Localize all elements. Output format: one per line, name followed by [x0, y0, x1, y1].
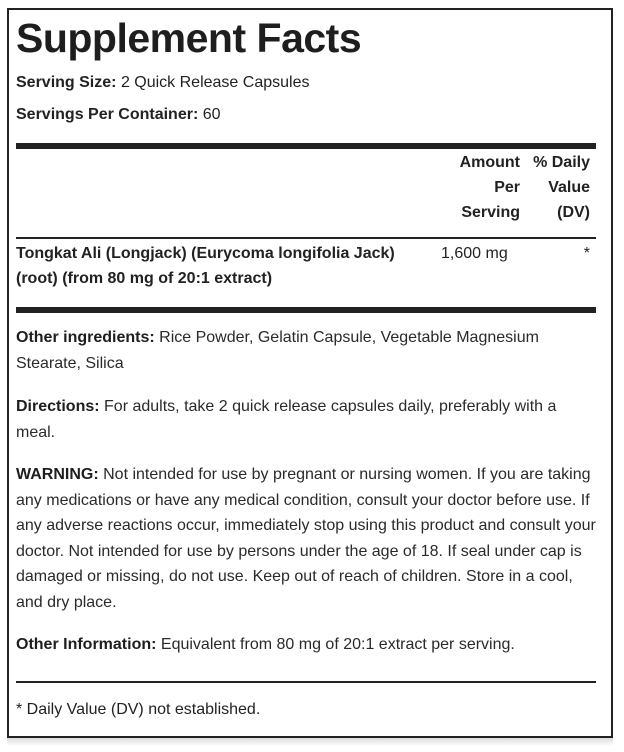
servings-per-container-label: Servings Per Container:: [16, 106, 199, 123]
other-information-text: Equivalent from 80 mg of 20:1 extract per serving.: [160, 636, 515, 653]
warning: [16, 462, 598, 615]
serving-size-row: [16, 73, 309, 93]
other-ingredients-label: Other ingredients:: [16, 329, 155, 346]
ingredient-daily-value: *: [583, 245, 590, 262]
other-information: [16, 632, 598, 658]
panel-shadow: [7, 738, 613, 746]
daily-value-footnote: * Daily Value (DV) not established.: [16, 701, 261, 718]
divider-thick-top: [16, 143, 596, 149]
ingredient-amount: 1,600 mg: [441, 245, 508, 262]
page-title: Supplement Facts: [16, 15, 362, 61]
divider-thick-middle: [16, 307, 596, 313]
header-amount-per-serving: Amount Per Serving: [459, 154, 520, 221]
directions-label: Directions:: [16, 398, 100, 415]
serving-size-label: Serving Size:: [16, 74, 117, 91]
other-ingredients: [16, 325, 598, 376]
other-information-label: Other Information:: [16, 636, 157, 653]
directions: [16, 394, 598, 445]
other-ingredients-text: Rice Powder, Gelatin Capsule, Vegetable Magnesium Stearate, Silica: [16, 329, 539, 372]
servings-per-container-row: [16, 105, 221, 125]
divider-thin-header: [16, 237, 596, 239]
warning-label: WARNING:: [16, 466, 99, 483]
servings-per-container-value: 60: [202, 106, 221, 123]
warning-text: Not intended for use by pregnant or nursing women. If you are taking any medications or have any medical condition, consult your doctor before use. If any adverse reactions occur, immediately stop using this product and consult your doctor. Not intended for use by persons under the age of 18. If seal under cap is damaged or missing, do not use. Keep out of reach of children. Store in a cool, and dry place.: [16, 466, 596, 611]
ingredient-name: Tongkat Ali (Longjack) (Eurycoma longifolia Jack) (root) (from 80 mg of 20:1 extract): [16, 245, 395, 287]
directions-text: For adults, take 2 quick release capsules daily, preferably with a meal.: [16, 398, 557, 441]
serving-size-value: 2 Quick Release Capsules: [120, 74, 310, 91]
header-daily-value: % Daily Value (DV): [533, 154, 590, 221]
divider-thin-footer: [16, 681, 596, 683]
